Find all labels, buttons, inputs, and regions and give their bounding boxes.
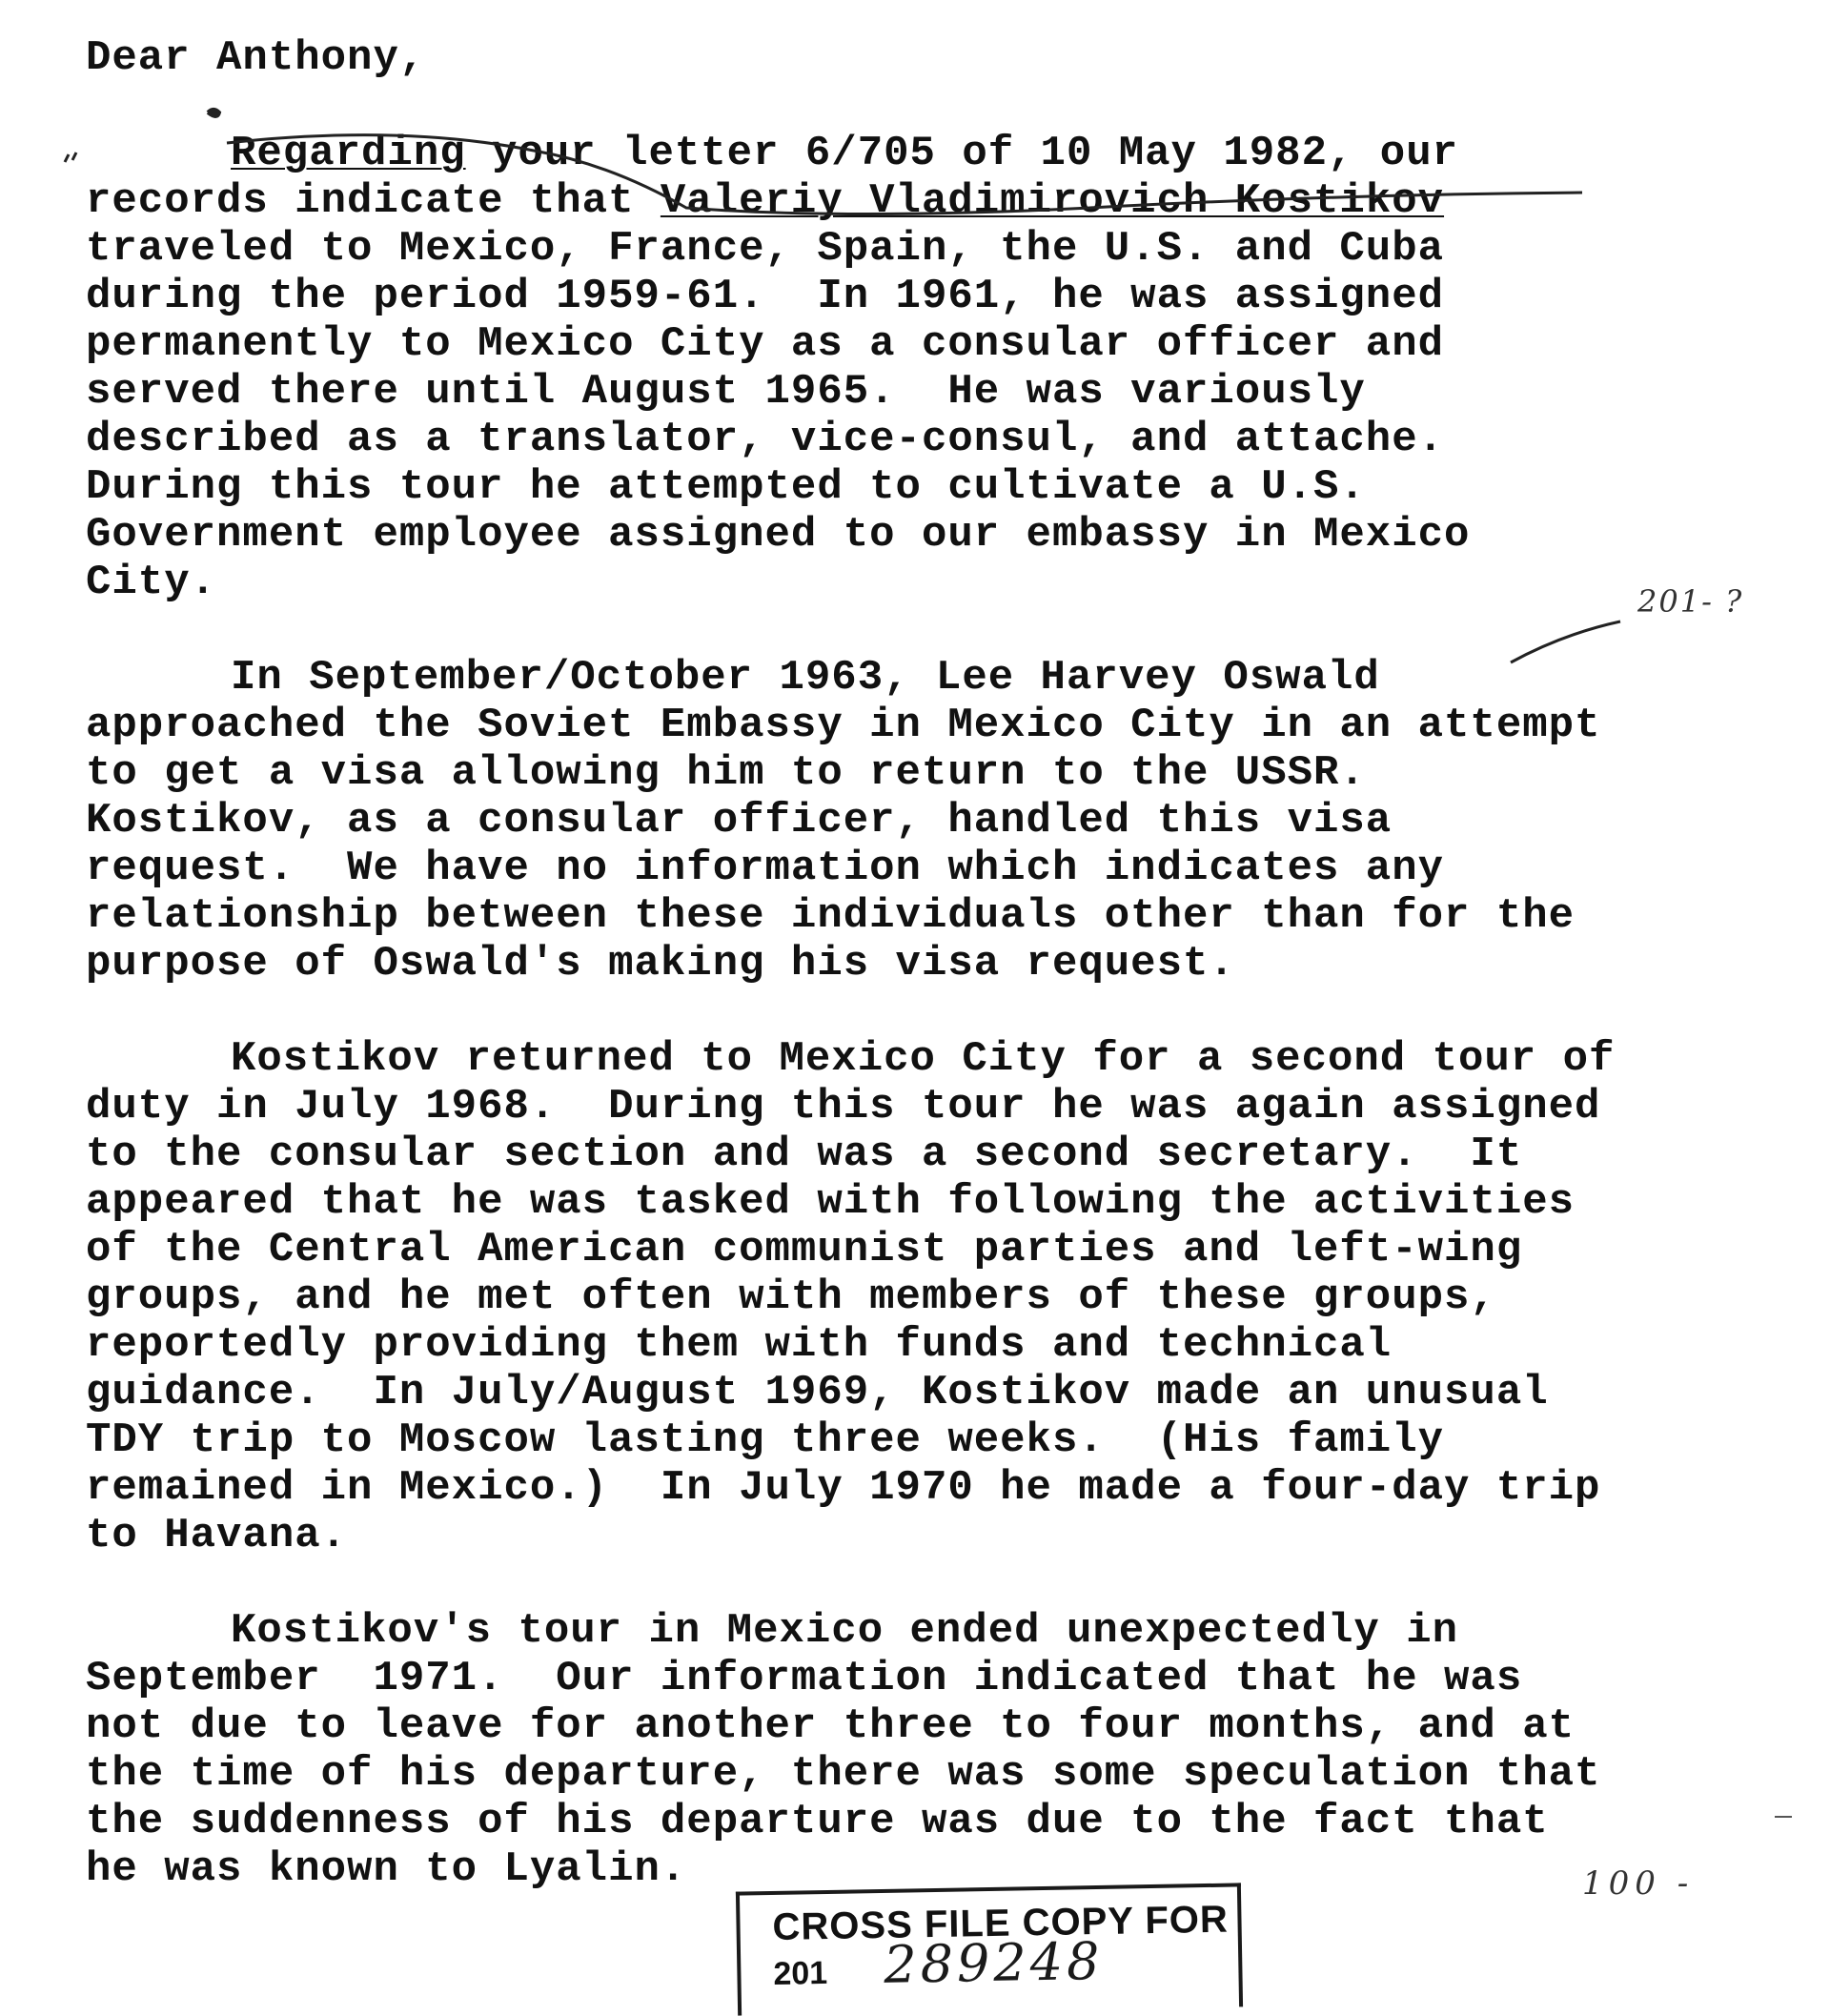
paragraph-line: Kostikov's tour in Mexico ended unexpectedly in <box>231 1607 1459 1655</box>
paragraph-line: Government employee assigned to our embassy in Mexico <box>86 511 1471 559</box>
cross-file-stamp <box>736 1883 1243 2015</box>
paragraph-line: described as a translator, vice-consul, and attache. <box>86 416 1445 463</box>
underlined-name: Valeriy Vladimirovich Kostikov <box>660 177 1445 225</box>
paragraph-line: Kostikov returned to Mexico City for a second tour of <box>231 1035 1616 1083</box>
paragraph-line: remained in Mexico.) In July 1970 he made a four-day trip <box>86 1464 1601 1512</box>
paragraph-line: served there until August 1965. He was variously <box>86 368 1366 416</box>
salutation: Dear Anthony, <box>86 34 426 82</box>
paragraph-line: to get a visa allowing him to return to the USSR. <box>86 749 1366 797</box>
letter-body <box>86 34 1763 1941</box>
paragraph-line: In September/October 1963, Lee Harvey Oswald <box>231 654 1380 702</box>
paragraph-1 <box>86 130 1763 606</box>
paragraph-line <box>86 130 1763 177</box>
handwritten-margin-note: 100 - <box>1582 1864 1695 1903</box>
paragraph-line: During this tour he attempted to cultivate a U.S. <box>86 463 1366 511</box>
paragraph-line: traveled to Mexico, France, Spain, the U.S. and Cuba <box>86 225 1445 273</box>
paragraph-line: to the consular section and was a second secretary. It <box>86 1130 1523 1178</box>
paragraph-line: Kostikov, as a consular officer, handled this visa <box>86 797 1393 845</box>
paragraph-line: relationship between these individuals other than for the <box>86 892 1576 940</box>
paragraph-line: reportedly providing them with funds and technical <box>86 1321 1393 1369</box>
paragraph-line: appeared that he was tasked with following the activities <box>86 1178 1576 1226</box>
stamp-prefix: 201 <box>773 1954 828 1992</box>
paragraph-line: duty in July 1968. During this tour he was again assigned <box>86 1083 1601 1130</box>
paragraph-line: request. We have no information which indicates any <box>86 845 1445 892</box>
paragraph-line <box>86 177 1763 225</box>
paragraph-line: of the Central American communist parties and left-wing <box>86 1226 1523 1273</box>
paragraph-line: purpose of Oswald's making his visa request. <box>86 940 1235 988</box>
stamp-title: CROSS FILE COPY FOR <box>772 1898 1230 1948</box>
paragraph-4 <box>86 1607 1763 1893</box>
paragraph-line: permanently to Mexico City as a consular officer and <box>86 320 1445 368</box>
paragraph-line: not due to leave for another three to four months, and at <box>86 1702 1576 1750</box>
paragraph-line: City. <box>86 559 217 606</box>
paragraph-line: approached the Soviet Embassy in Mexico City in an attempt <box>86 702 1601 749</box>
paragraph-line: guidance. In July/August 1969, Kostikov made an unusual <box>86 1369 1549 1416</box>
paragraph-line: the time of his departure, there was some speculation that <box>86 1750 1601 1798</box>
line-rest: your letter 6/705 of 10 May 1982, our <box>465 130 1459 177</box>
paragraph-line: during the period 1959-61. In 1961, he was assigned <box>86 273 1445 320</box>
paragraph-line: groups, and he met often with members of these groups, <box>86 1273 1496 1321</box>
line-start: records indicate that <box>86 177 661 225</box>
handwritten-file-note: 201- ? <box>1637 583 1744 620</box>
paragraph-3 <box>86 1035 1763 1559</box>
paragraph-line: to Havana. <box>86 1512 348 1559</box>
underlined-word: Regarding <box>231 130 466 177</box>
margin-tick-mark <box>65 153 76 162</box>
paragraph-line: TDY trip to Moscow lasting three weeks. (His family <box>86 1416 1445 1464</box>
paragraph-line: he was known to Lyalin. <box>86 1845 687 1893</box>
stamp-file-number: 289248 <box>883 1930 1104 1995</box>
paragraph-line: September 1971. Our information indicated that he was <box>86 1655 1523 1702</box>
paragraph-2 <box>86 654 1763 988</box>
paragraph-line: the suddenness of his departure was due to the fact that <box>86 1798 1549 1845</box>
